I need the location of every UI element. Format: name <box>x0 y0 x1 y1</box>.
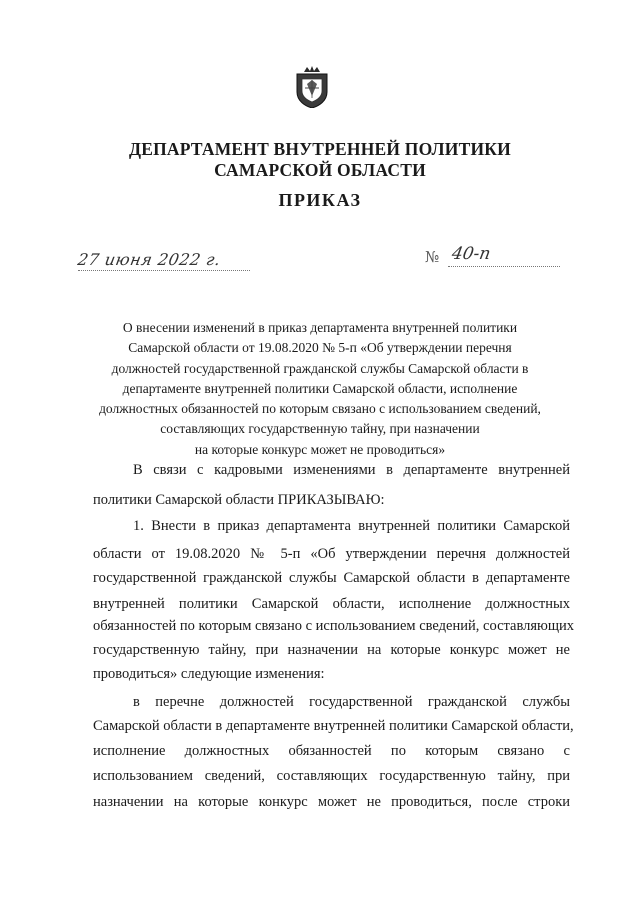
org-name-line2: САМАРСКОЙ ОБЛАСТИ <box>214 160 426 180</box>
title-line: должностных обязанностей по которым связано с использованием сведений, <box>99 401 541 417</box>
body-line: проводиться» следующие изменения: <box>93 666 325 682</box>
title-line: О внесении изменений в приказ департамента внутренней политики <box>122 320 518 335</box>
body-line: Самарской области в департаменте внутренней политики Самарской области, <box>93 718 574 734</box>
handwritten-number: 40-п <box>450 244 493 264</box>
title-line: составляющих государственную тайну, при назначении <box>160 421 480 437</box>
body-line: 1. Внести в приказ департамента внутренней политики Самарской <box>133 518 570 534</box>
body-line: использованием сведений, составляющих государственную тайну, при <box>93 768 570 784</box>
org-name-line1: ДЕПАРТАМЕНТ ВНУТРЕННЕЙ ПОЛИТИКИ <box>129 139 511 159</box>
order-title <box>92 318 548 460</box>
body-line: политики Самарской области ПРИКАЗЫВАЮ: <box>93 492 385 508</box>
body-line: государственной гражданской службы Самарской области в департаменте <box>93 570 570 586</box>
body-line: области от 19.08.2020 № 5-п «Об утверждении перечня должностей <box>93 546 570 562</box>
samara-coat-of-arms-icon <box>295 66 329 108</box>
handwritten-date: 27 июня 2022 г. <box>76 250 223 269</box>
body-line: в перечне должностей государственной гражданской службы <box>133 694 570 710</box>
body-line: исполнение должностных обязанностей по которым связано с <box>93 743 570 759</box>
body-line: обязанностей по которым связано с использованием сведений, составляющих <box>93 618 575 634</box>
document-type: ПРИКАЗ <box>278 190 362 210</box>
body-line: В связи с кадровыми изменениями в департаменте внутренней <box>133 462 570 478</box>
date-underline <box>78 270 250 271</box>
body-line: назначении на которые конкурс может не проводиться, после строки <box>93 794 570 810</box>
number-sign: № <box>425 248 440 266</box>
title-line: Самарской области от 19.08.2020 № 5-п «Об утверждении перечня <box>128 340 512 356</box>
title-line: на которые конкурс может не проводиться» <box>194 441 446 457</box>
body-line: государственную тайну, при назначении на которые конкурс может не <box>93 642 570 658</box>
title-line: департаменте внутренней политики Самарской области, исполнение <box>122 380 518 396</box>
title-line: должностей государственной гражданской службы Самарской области в <box>111 360 529 376</box>
number-underline <box>448 266 560 267</box>
body-line: внутренней политики Самарской области, исполнение должностных <box>93 596 570 612</box>
